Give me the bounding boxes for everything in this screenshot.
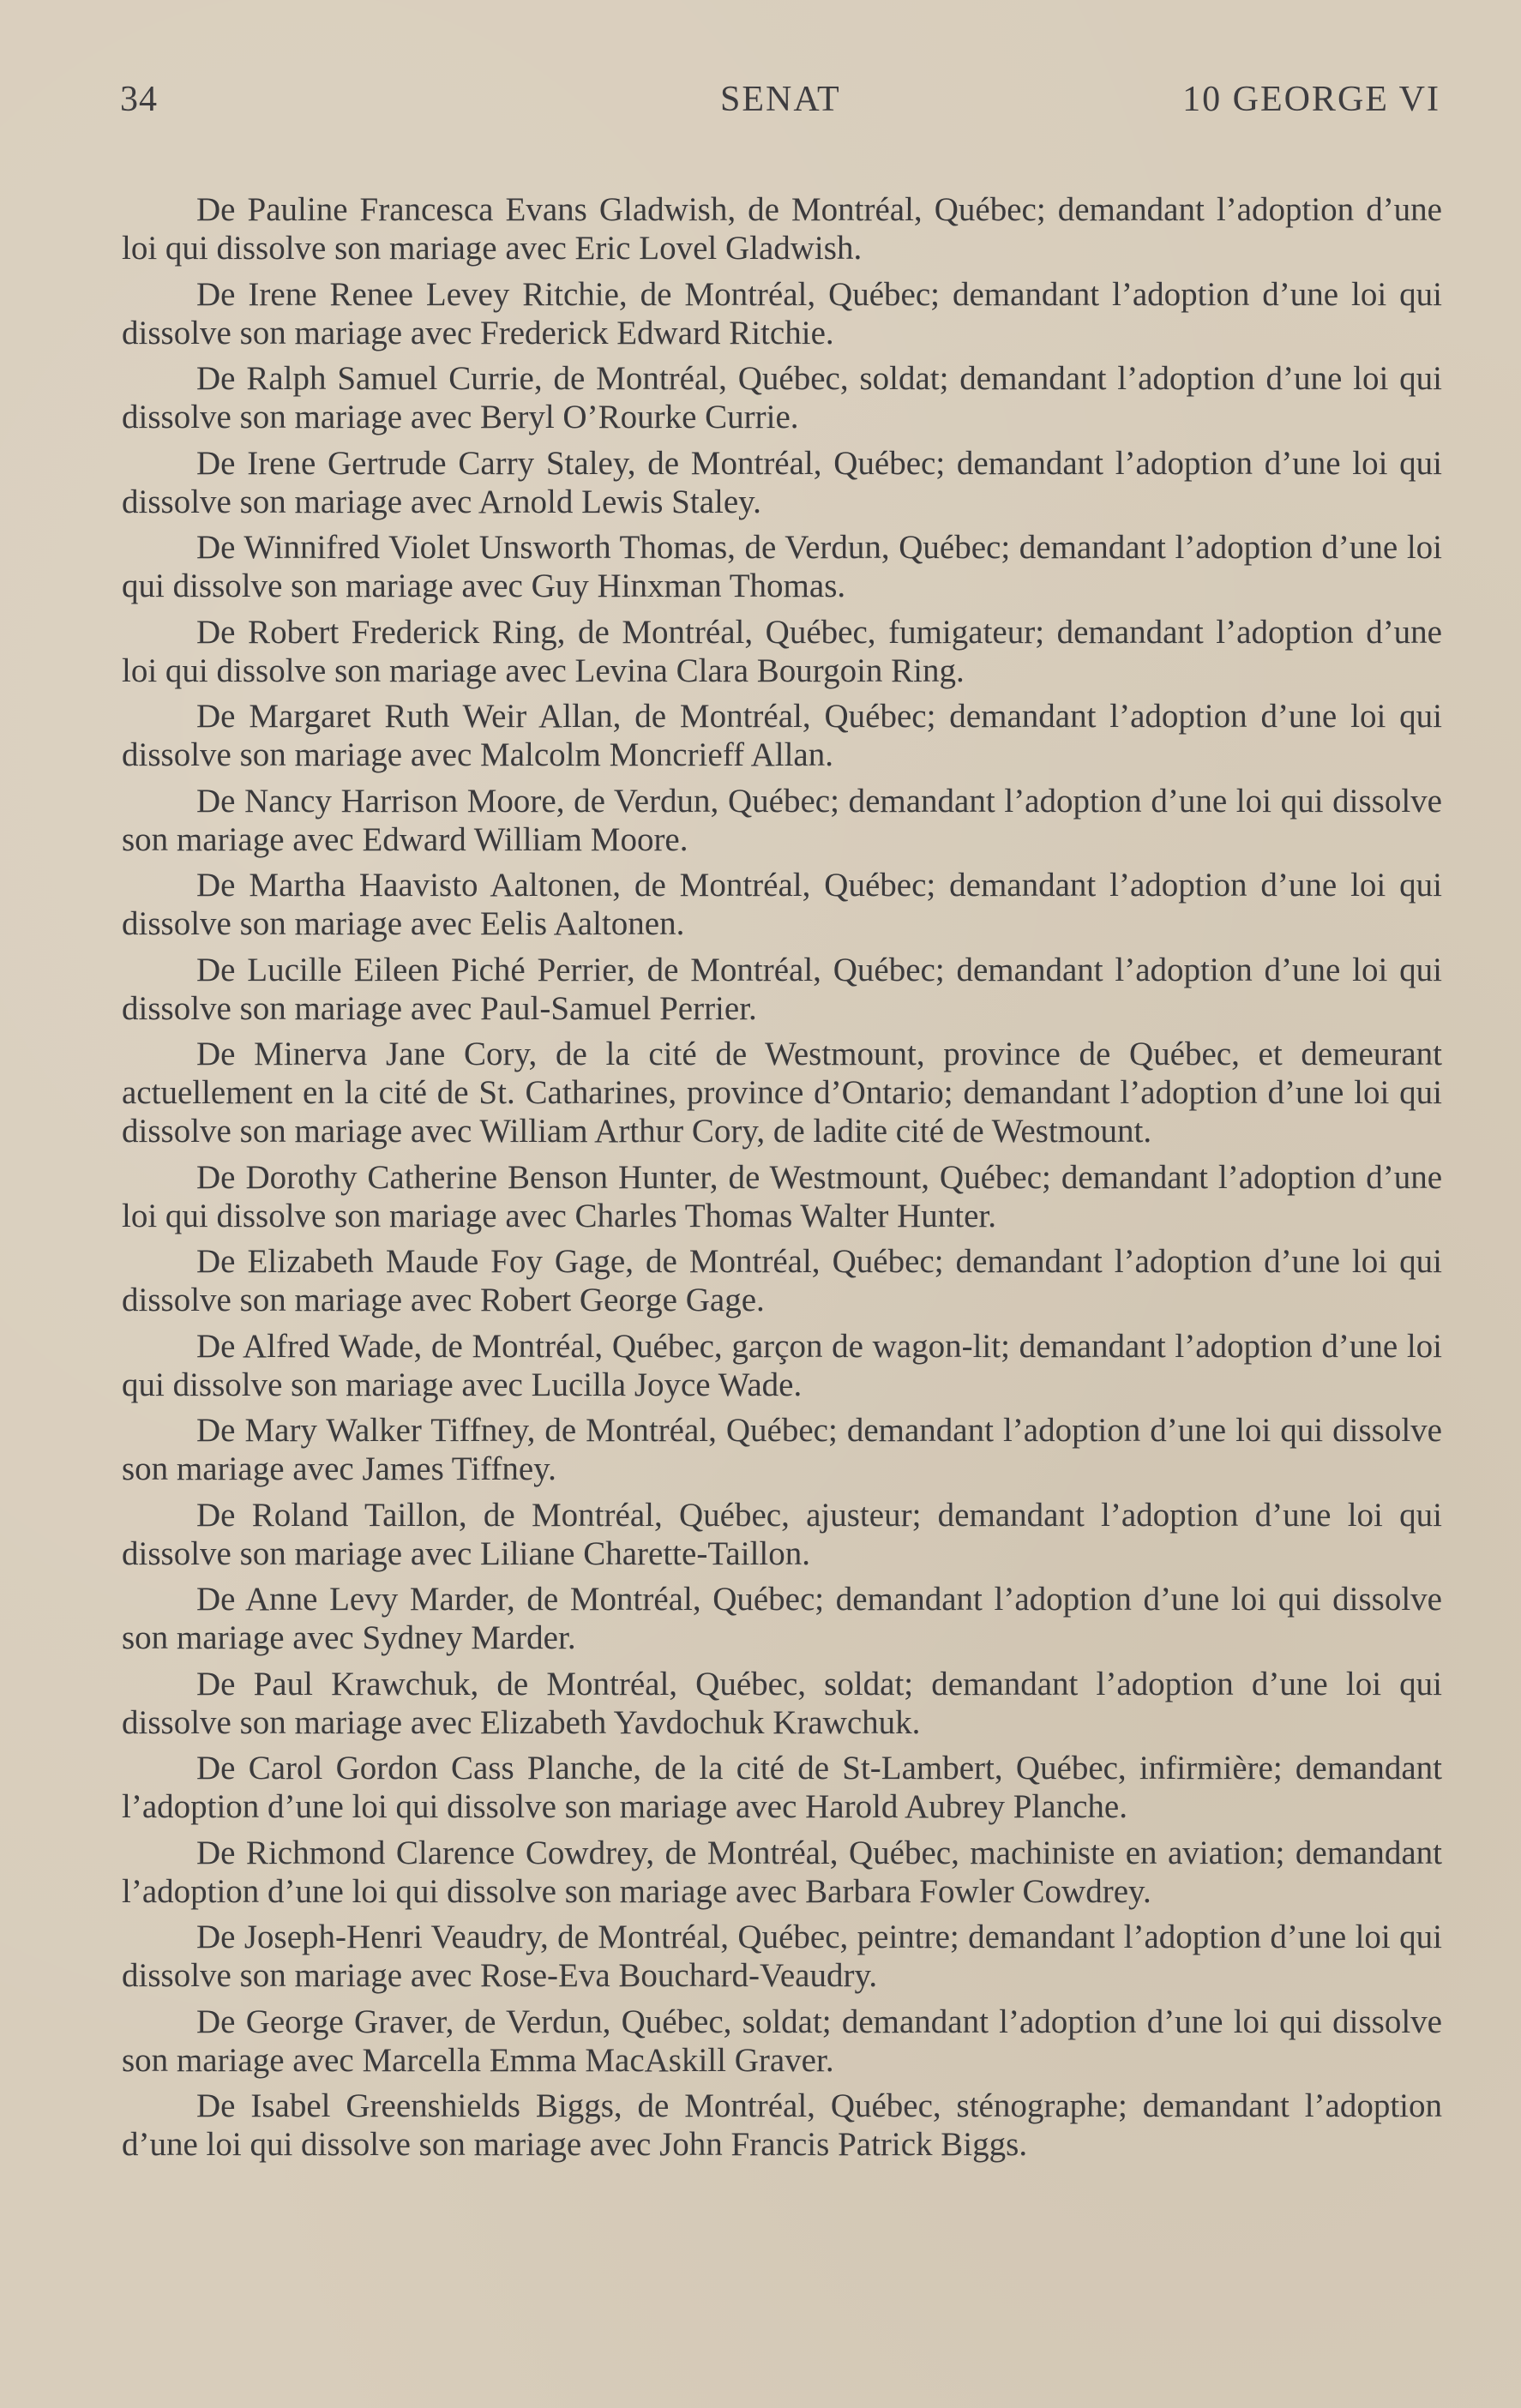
petition-paragraph: De Irene Gertrude Carry Staley, de Montréal, Québec; demandant l’adoption d’une loi qui dissolve son mariage avec Arnold Lewis Staley. (122, 444, 1442, 520)
petition-paragraph: De Pauline Francesca Evans Gladwish, de Montréal, Québec; demandant l’adoption d’une loi qui dissolve son mariage avec Eric Lovel Gladwish. (122, 191, 1442, 267)
petition-paragraph: De George Graver, de Verdun, Québec, soldat; demandant l’adoption d’une loi qui dissolve son mariage avec Marcella Emma MacAskill Graver. (122, 2003, 1442, 2079)
petition-paragraph: De Robert Frederick Ring, de Montréal, Québec, fumigateur; demandant l’adoption d’une loi qui dissolve son mariage avec Levina Clara Bourgoin Ring. (122, 613, 1442, 689)
petition-paragraph: De Winnifred Violet Unsworth Thomas, de Verdun, Québec; demandant l’adoption d’une loi qui dissolve son mariage avec Guy Hinxman Thomas. (122, 529, 1442, 604)
petition-paragraph: De Martha Haavisto Aaltonen, de Montréal, Québec; demandant l’adoption d’une loi qui dissolve son mariage avec Eelis Aaltonen. (122, 867, 1442, 942)
petition-paragraph: De Nancy Harrison Moore, de Verdun, Québec; demandant l’adoption d’une loi qui dissolve son mariage avec Edward William Moore. (122, 782, 1442, 858)
petition-paragraph: De Lucille Eileen Piché Perrier, de Montréal, Québec; demandant l’adoption d’une loi qui dissolve son mariage avec Paul-Samuel Perrier. (122, 951, 1442, 1027)
petition-paragraph: De Dorothy Catherine Benson Hunter, de Westmount, Québec; demandant l’adoption d’une loi qui dissolve son mariage avec Charles Thomas Walter Hunter. (122, 1158, 1442, 1234)
page-number: 34 (120, 80, 158, 119)
petition-paragraph: De Margaret Ruth Weir Allan, de Montréal, Québec; demandant l’adoption d’une loi qui dissolve son mariage avec Malcolm Moncrieff Allan. (122, 698, 1442, 773)
petition-paragraph: De Alfred Wade, de Montréal, Québec, garçon de wagon-lit; demandant l’adoption d’une loi qui dissolve son mariage avec Lucilla Joyce Wade. (122, 1327, 1442, 1403)
petition-paragraph: De Elizabeth Maude Foy Gage, de Montréal, Québec; demandant l’adoption d’une loi qui dissolve son mariage avec Robert George Gage. (122, 1243, 1442, 1318)
petition-paragraph: De Mary Walker Tiffney, de Montréal, Québec; demandant l’adoption d’une loi qui dissolve son mariage avec James Tiffney. (122, 1412, 1442, 1487)
petition-paragraph: De Carol Gordon Cass Planche, de la cité de St-Lambert, Québec, infirmière; demandant l’adoption d’une loi qui dissolve son mariage avec Harold Aubrey Planche. (122, 1750, 1442, 1825)
petition-paragraph: De Irene Renee Levey Ritchie, de Montréal, Québec; demandant l’adoption d’une loi qui dissolve son mariage avec Frederick Edward Ritchie. (122, 275, 1442, 351)
running-header (120, 79, 1440, 130)
petition-paragraph: De Paul Krawchuk, de Montréal, Québec, soldat; demandant l’adoption d’une loi qui dissolve son mariage avec Elizabeth Yavdochuk Krawchuk. (122, 1665, 1442, 1741)
petition-paragraph: De Isabel Greenshields Biggs, de Montréal, Québec, sténographe; demandant l’adoption d’une loi qui dissolve son mariage avec John Francis Patrick Biggs. (122, 2087, 1442, 2163)
header-title: SENAT (720, 80, 841, 119)
petition-paragraph: De Joseph-Henri Veaudry, de Montréal, Québec, peintre; demandant l’adoption d’une loi qui dissolve son mariage avec Rose-Eva Bouchard-Veaudry. (122, 1919, 1442, 1994)
petition-paragraph: De Ralph Samuel Currie, de Montréal, Québec, soldat; demandant l’adoption d’une loi qui dissolve son mariage avec Beryl O’Rourke Currie. (122, 360, 1442, 435)
petition-list (122, 190, 1442, 2171)
petition-paragraph: De Anne Levy Marder, de Montréal, Québec; demandant l’adoption d’une loi qui dissolve son mariage avec Sydney Marder. (122, 1581, 1442, 1656)
petition-paragraph: De Richmond Clarence Cowdrey, de Montréal, Québec, machiniste en aviation; demandant l’adoption d’une loi qui dissolve son mariage avec Barbara Fowler Cowdrey. (122, 1834, 1442, 1910)
header-session: 10 GEORGE VI (1182, 80, 1440, 119)
petition-paragraph: De Roland Taillon, de Montréal, Québec, ajusteur; demandant l’adoption d’une loi qui dissolve son mariage avec Liliane Charette-Taillon. (122, 1496, 1442, 1572)
petition-paragraph: De Minerva Jane Cory, de la cité de Westmount, province de Québec, et demeurant actuellement en la cité de St. Catharines, province d’Ontario; demandant l’adoption d’une loi qui dissolve son mariage avec William Arthur Cory, de ladite cité de Westmount. (122, 1036, 1442, 1150)
